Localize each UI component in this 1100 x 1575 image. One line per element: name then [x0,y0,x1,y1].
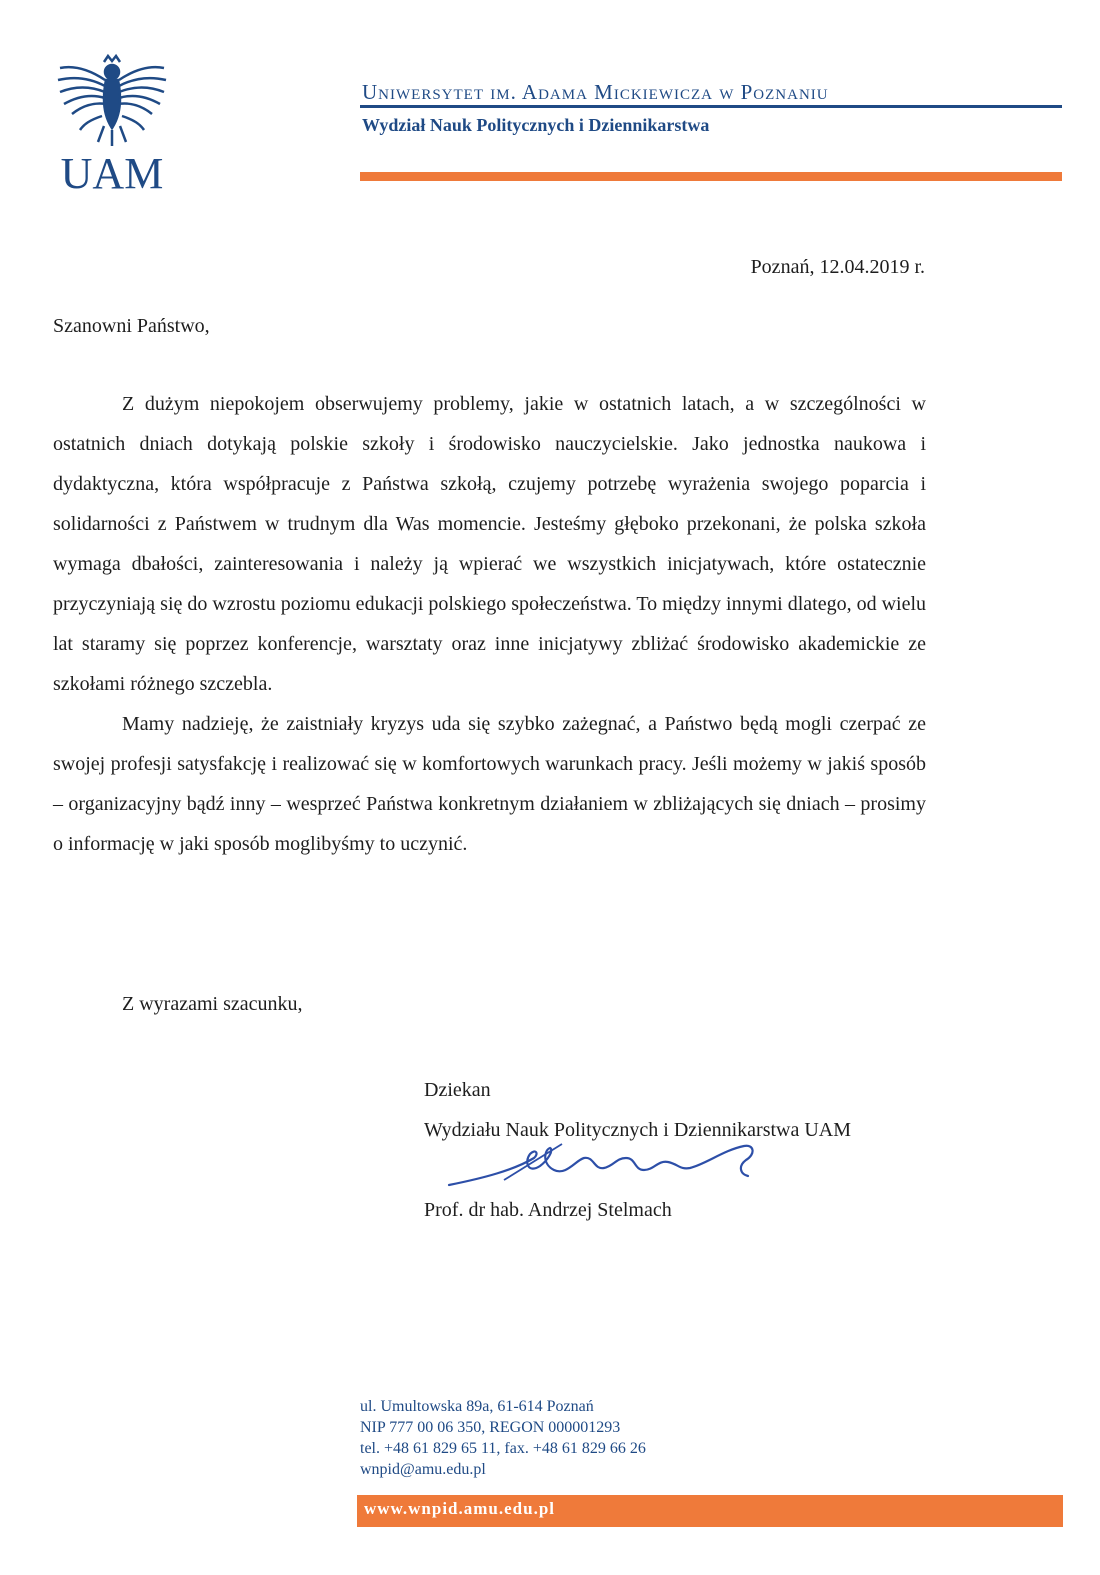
letter-date: Poznań, 12.04.2019 r. [750,256,925,278]
logo-text: UAM [60,149,164,195]
university-name: Uniwersytet im. Adama Mickiewicza w Poznaniu [362,80,829,104]
footer-email[interactable]: wnpid@amu.edu.pl [360,1461,486,1478]
header-divider-blue [360,105,1062,108]
uam-logo [50,50,175,195]
footer-contact [360,1396,646,1480]
handwritten-signature [444,1140,764,1190]
eagle-icon [50,50,175,195]
signatory-role: Dziekan [424,1079,491,1101]
footer-phone: tel. +48 61 829 65 11, fax. +48 61 829 66 26 [360,1440,646,1457]
signatory-unit: Wydziału Nauk Politycznych i Dziennikarstwa UAM [424,1119,852,1141]
header-divider-orange [360,172,1062,181]
footer-address: ul. Umultowska 89a, 61-614 Poznań [360,1398,594,1415]
paragraph: Mamy nadzieję, że zaistniały kryzys uda się szybko zażegnać, a Państwo będą mogli czerpać ze swojej profesji satysfakcję i realizować się w komfortowych warunkach pracy. Jeśli możemy w jakiś sposób – organizacyjny bądź inny – wesprzeć Państwa konkretnym działaniem w zbliżających się dniach – prosimy o informację w jaki sposób moglibyśmy to uczynić. [53,713,926,855]
signatory-name: Prof. dr hab. Andrzej Stelmach [424,1199,672,1221]
footer-website-link[interactable]: www.wnpid.amu.edu.pl [364,1499,556,1518]
faculty-name: Wydział Nauk Politycznych i Dziennikarstwa [362,115,710,135]
footer-ids: NIP 777 00 06 350, REGON 000001293 [360,1419,621,1436]
letter-body [53,384,926,864]
salutation: Szanowni Państwo, [53,315,210,337]
closing: Z wyrazami szacunku, [122,993,303,1015]
paragraph: Z dużym niepokojem obserwujemy problemy, jakie w ostatnich latach, a w szczególności w ostatnich dniach dotykają polskie szkoły i środowisko nauczycielskie. Jako jednostka naukowa i dydaktyczna, która współpracuje z Państwa szkołą, czujemy potrzebę wyrażenia swojego poparcia i solidarności z Państwem w trudnym dla Was momencie. Jesteśmy głęboko przekonani, że polska szkoła wymaga dbałości, zainteresowania i należy ją wpierać we wszystkich inicjatywach, które ostatecznie przyczyniają się do wzrostu poziomu edukacji polskiego społeczeństwa. To między innymi dlatego, od wielu lat staramy się poprzez konferencje, warsztaty oraz inne inicjatywy zbliżać środowisko akademickie ze szkołami różnego szczebla. [53,393,927,695]
